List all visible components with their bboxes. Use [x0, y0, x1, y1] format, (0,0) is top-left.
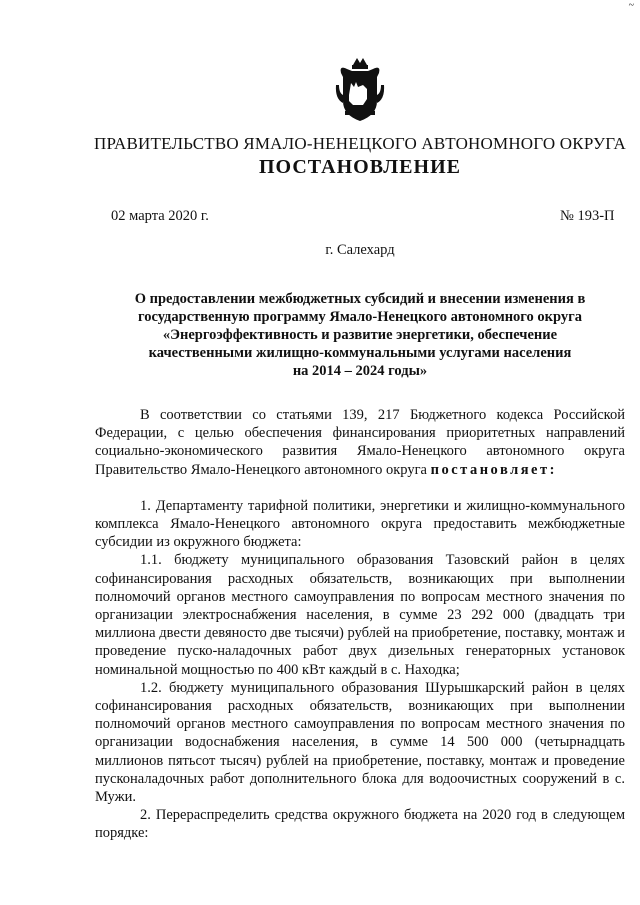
- clause-1: 1. Департаменту тарифной политики, энергетики и жилищно-коммунального комплекса Ямало-Ненецкого автономного округа предоставить межбюджетные субсидии из окружного бюджета:: [95, 497, 625, 551]
- coat-of-arms-emblem: [333, 55, 387, 123]
- document-city: г. Салехард: [325, 242, 395, 258]
- organization-name: ПРАВИТЕЛЬСТВО ЯМАЛО-НЕНЕЦКОГО АВТОНОМНОГО ОКРУГА: [94, 134, 626, 153]
- document-type: ПОСТАНОВЛЕНИЕ: [259, 156, 461, 178]
- title-line: государственную программу Ямало-Ненецкого автономного округа: [138, 309, 582, 325]
- title-line: О предоставлении межбюджетных субсидий и внесении изменения в: [134, 291, 586, 307]
- document-date: 02 марта 2020 г.: [111, 208, 209, 224]
- clause-1-2: 1.2. бюджету муниципального образования Шурышкарский район в целях софинансирования расходных обязательств, возникающих при выполнении полномочий органов местного самоуправления по вопросам местного значения по организации водоснабжения населения, в сумме 14 500 000 (четырнадцать миллионов пятьсот тысяч) рублей на приобретение, поставку, монтаж и проведение пусконаладочных работ дополнительного блока для водоочистных сооружений в с. Мужи.: [95, 679, 625, 806]
- title-line: качественными жилищно-коммунальными услугами населения: [148, 345, 572, 361]
- title-line: на 2014 – 2024 годы»: [292, 363, 428, 379]
- clause-2: 2. Перераспределить средства окружного бюджета на 2020 год в следующем порядке:: [95, 807, 625, 842]
- document-title: [95, 290, 625, 380]
- preamble-text: В соответствии со статьями 139, 217 Бюджетного кодекса Российской Федерации, с целью обеспечения финансирования приоритетных направлений социально-экономического развития Ямало-Ненецкого автономного округа Правительство Ямало-Ненецкого автономного округа: [95, 407, 625, 478]
- document-body: [95, 406, 625, 843]
- page-corner-mark: ~: [628, 0, 634, 11]
- title-line: «Энергоэффективность и развитие энергетики, обеспечение: [162, 327, 558, 343]
- preamble-paragraph: [95, 406, 625, 479]
- document-number: № 193-П: [560, 208, 615, 224]
- preamble-decree-word: постановляет:: [430, 461, 557, 478]
- clause-1-1: 1.1. бюджету муниципального образования Тазовский район в целях софинансирования расходных обязательств, возникающих при выполнении полномочий органов местного самоуправления по вопросам местного значения по организации электроснабжения населения, в сумме 23 292 000 (двадцать три миллиона двести девяносто две тысячи) рублей на приобретение, поставку, монтаж и проведение пуско-наладочных работ двух дизельных генераторных установок номинальной мощностью по 400 кВт каждый в с. Находка;: [95, 552, 625, 678]
